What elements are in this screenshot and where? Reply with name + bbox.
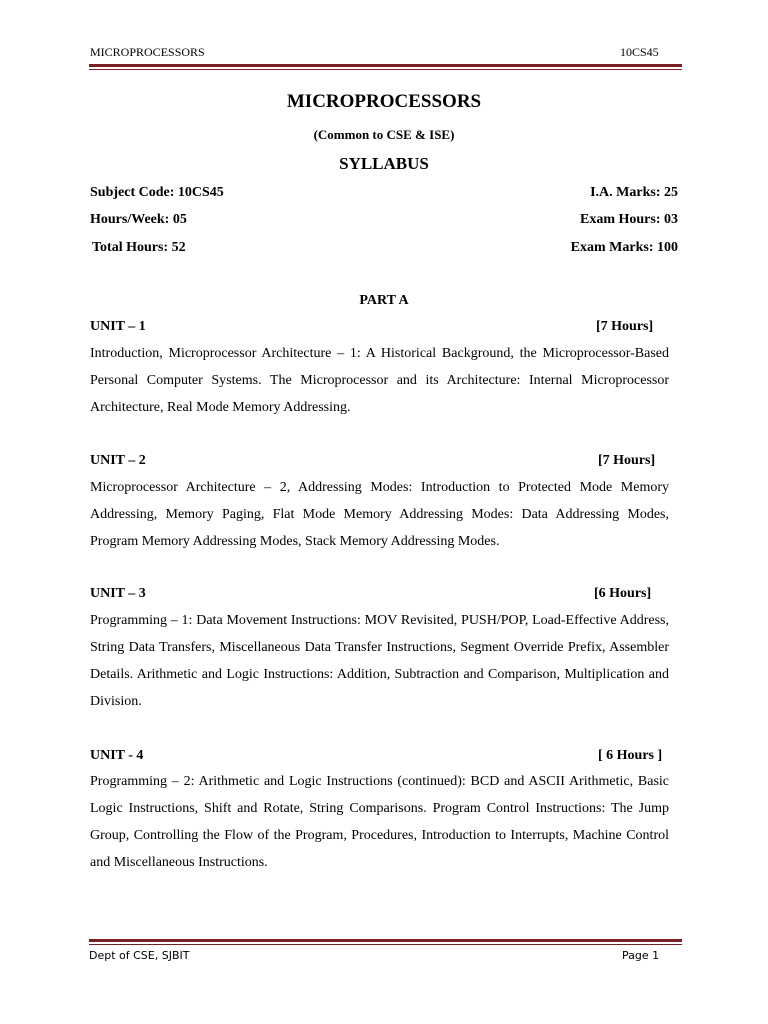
- header-rule-thick: [89, 64, 682, 67]
- unit-1-description: Introduction, Microprocessor Architecture – 1: A Historical Background, the Microprocessor-Based Personal Computer Systems. The Microprocessor and its Architecture: Internal Microprocessor Architecture, Real Mode Memory Addressing.: [90, 346, 669, 415]
- ia-marks: I.A. Marks: 25: [590, 185, 678, 200]
- header-course-title: MICROPROCESSORS: [90, 45, 205, 59]
- unit-1-hours: [7 Hours]: [596, 319, 654, 334]
- section-title: SYLLABUS: [339, 154, 429, 173]
- unit-2-title: UNIT – 2: [90, 453, 146, 468]
- page-subtitle: (Common to CSE & ISE): [313, 127, 455, 142]
- header-rule-thin: [89, 69, 682, 70]
- footer-department: Dept of CSE, SJBIT: [89, 949, 190, 962]
- page-title: MICROPROCESSORS: [286, 91, 482, 112]
- unit-2-hours: [7 Hours]: [598, 453, 656, 468]
- exam-marks: Exam Marks: 100: [570, 240, 678, 255]
- unit-4-title: UNIT - 4: [90, 748, 144, 763]
- unit-4-hours: [ 6 Hours ]: [598, 748, 663, 763]
- total-hours: Total Hours: 52: [92, 240, 186, 255]
- footer-page-number: Page 1: [622, 949, 660, 962]
- unit-2-description: Microprocessor Architecture – 2, Addressing Modes: Introduction to Protected Mode Memory Addressing, Memory Paging, Flat Mode Memory Addressing Modes: Data Addressing Modes, Program Memory Addressing Modes, Stack Memory Addressing Modes.: [90, 480, 669, 549]
- hours-week: Hours/Week: 05: [90, 212, 187, 227]
- exam-hours: Exam Hours: 03: [580, 212, 678, 227]
- part-heading: PART A: [359, 293, 409, 308]
- footer-rule-thin: [89, 944, 682, 945]
- unit-3-hours: [6 Hours]: [594, 586, 652, 601]
- unit-4-description: Programming – 2: Arithmetic and Logic Instructions (continued): BCD and ASCII Arithmetic, Basic Logic Instructions, Shift and Rotate, String Comparisons. Program Control Instructions: The Jump Group, Controlling the Flow of the Program, Procedures, Introduction to Interrupts, Machine Control and Miscellaneous Instructions.: [90, 774, 669, 870]
- subject-code: Subject Code: 10CS45: [90, 185, 224, 200]
- header-course-code: 10CS45: [620, 45, 659, 59]
- unit-1-title: UNIT – 1: [90, 319, 146, 334]
- unit-3-title: UNIT – 3: [90, 586, 146, 601]
- footer-rule-thick: [89, 939, 682, 942]
- unit-3-description: Programming – 1: Data Movement Instructions: MOV Revisited, PUSH/POP, Load-Effective Address, String Data Transfers, Miscellaneous Data Transfer Instructions, Segment Override Prefix, Assembler Details. Arithmetic and Logic Instructions: Addition, Subtraction and Comparison, Multiplication and Division.: [90, 613, 669, 709]
